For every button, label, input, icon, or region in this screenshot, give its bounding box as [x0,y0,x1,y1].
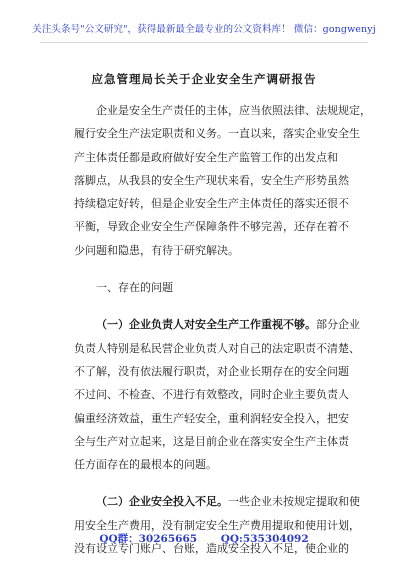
intro-line: 落脚点，从我县的安全生产现状来看，安全生产形势虽然 [74,173,349,187]
para1-first-rest: 部分企业 [316,318,360,332]
footer-qq: QQ:535304092 [220,533,309,545]
intro-line: 产主体责任都是政府做好安全生产监管工作的出发点和 [74,150,338,164]
para1-line: 偏重经济效益，重生产轻安全，重利润轻安全投入，把安 [74,411,349,425]
header-promo-note: 关注头条号"公文研究"，获得最新最全最专业的公文资料库！ 微信：gongwenyj [32,24,376,35]
paragraph-gap [74,476,346,490]
paragraph-gap [74,262,346,276]
intro-line: 履行安全生产法定职责和义务。一直以来，落实企业安全生 [74,127,360,141]
para1-line: 全与生产对立起来，这是目前企业在落实安全生产主体责 [74,434,349,448]
para1-line: 不过问、不检查、不进行有效整改，同时企业主要负责人 [74,388,349,402]
section-heading: 一、存在的问题 [96,281,173,295]
intro-line: 企业是安全生产责任的主体，应当依照法律、法规规定， [96,104,371,117]
para2-line: 没有设立专门账户、台账，造成安全投入不足，使企业的 [74,542,349,556]
header-divider [40,42,368,43]
para1-lead: （一）企业负责人对安全生产工作重视不够。 [96,318,316,332]
para1-line: 任方面存在的最根本的问题。 [74,458,217,472]
para1-line: 负责人特别是私民营企业负责人对自己的法定职责不清楚、 [74,341,360,355]
para2-lead: （二）企业安全投入不足。 [96,495,228,509]
document-body [74,99,371,560]
intro-line: 持续稳定好转，但是企业安全生产主体责任的落实还很不 [74,197,349,211]
para2-line: 用安全生产费用，没有制定安全生产费用提取和使用计划， [74,518,360,532]
para1-line: 不了解，没有依法履行职责，对企业长期存在的安全问题 [74,364,349,378]
para1-first-line [74,313,360,336]
para2-first-line [74,490,360,513]
para2-first-rest: 一些企业未按规定提取和使 [228,495,360,509]
document-title: 应急管理局长关于企业安全生产调研报告 [91,72,317,86]
footer-qq-group: QQ群：30265665 [99,533,198,545]
paragraph-gap [74,299,346,313]
intro-line: 少问题和隐患，有待于研究解决。 [74,243,239,257]
footer-contact [0,531,408,546]
intro-line: 平衡，导致企业安全生产保障条件不够完善，还存在着不 [74,220,349,234]
